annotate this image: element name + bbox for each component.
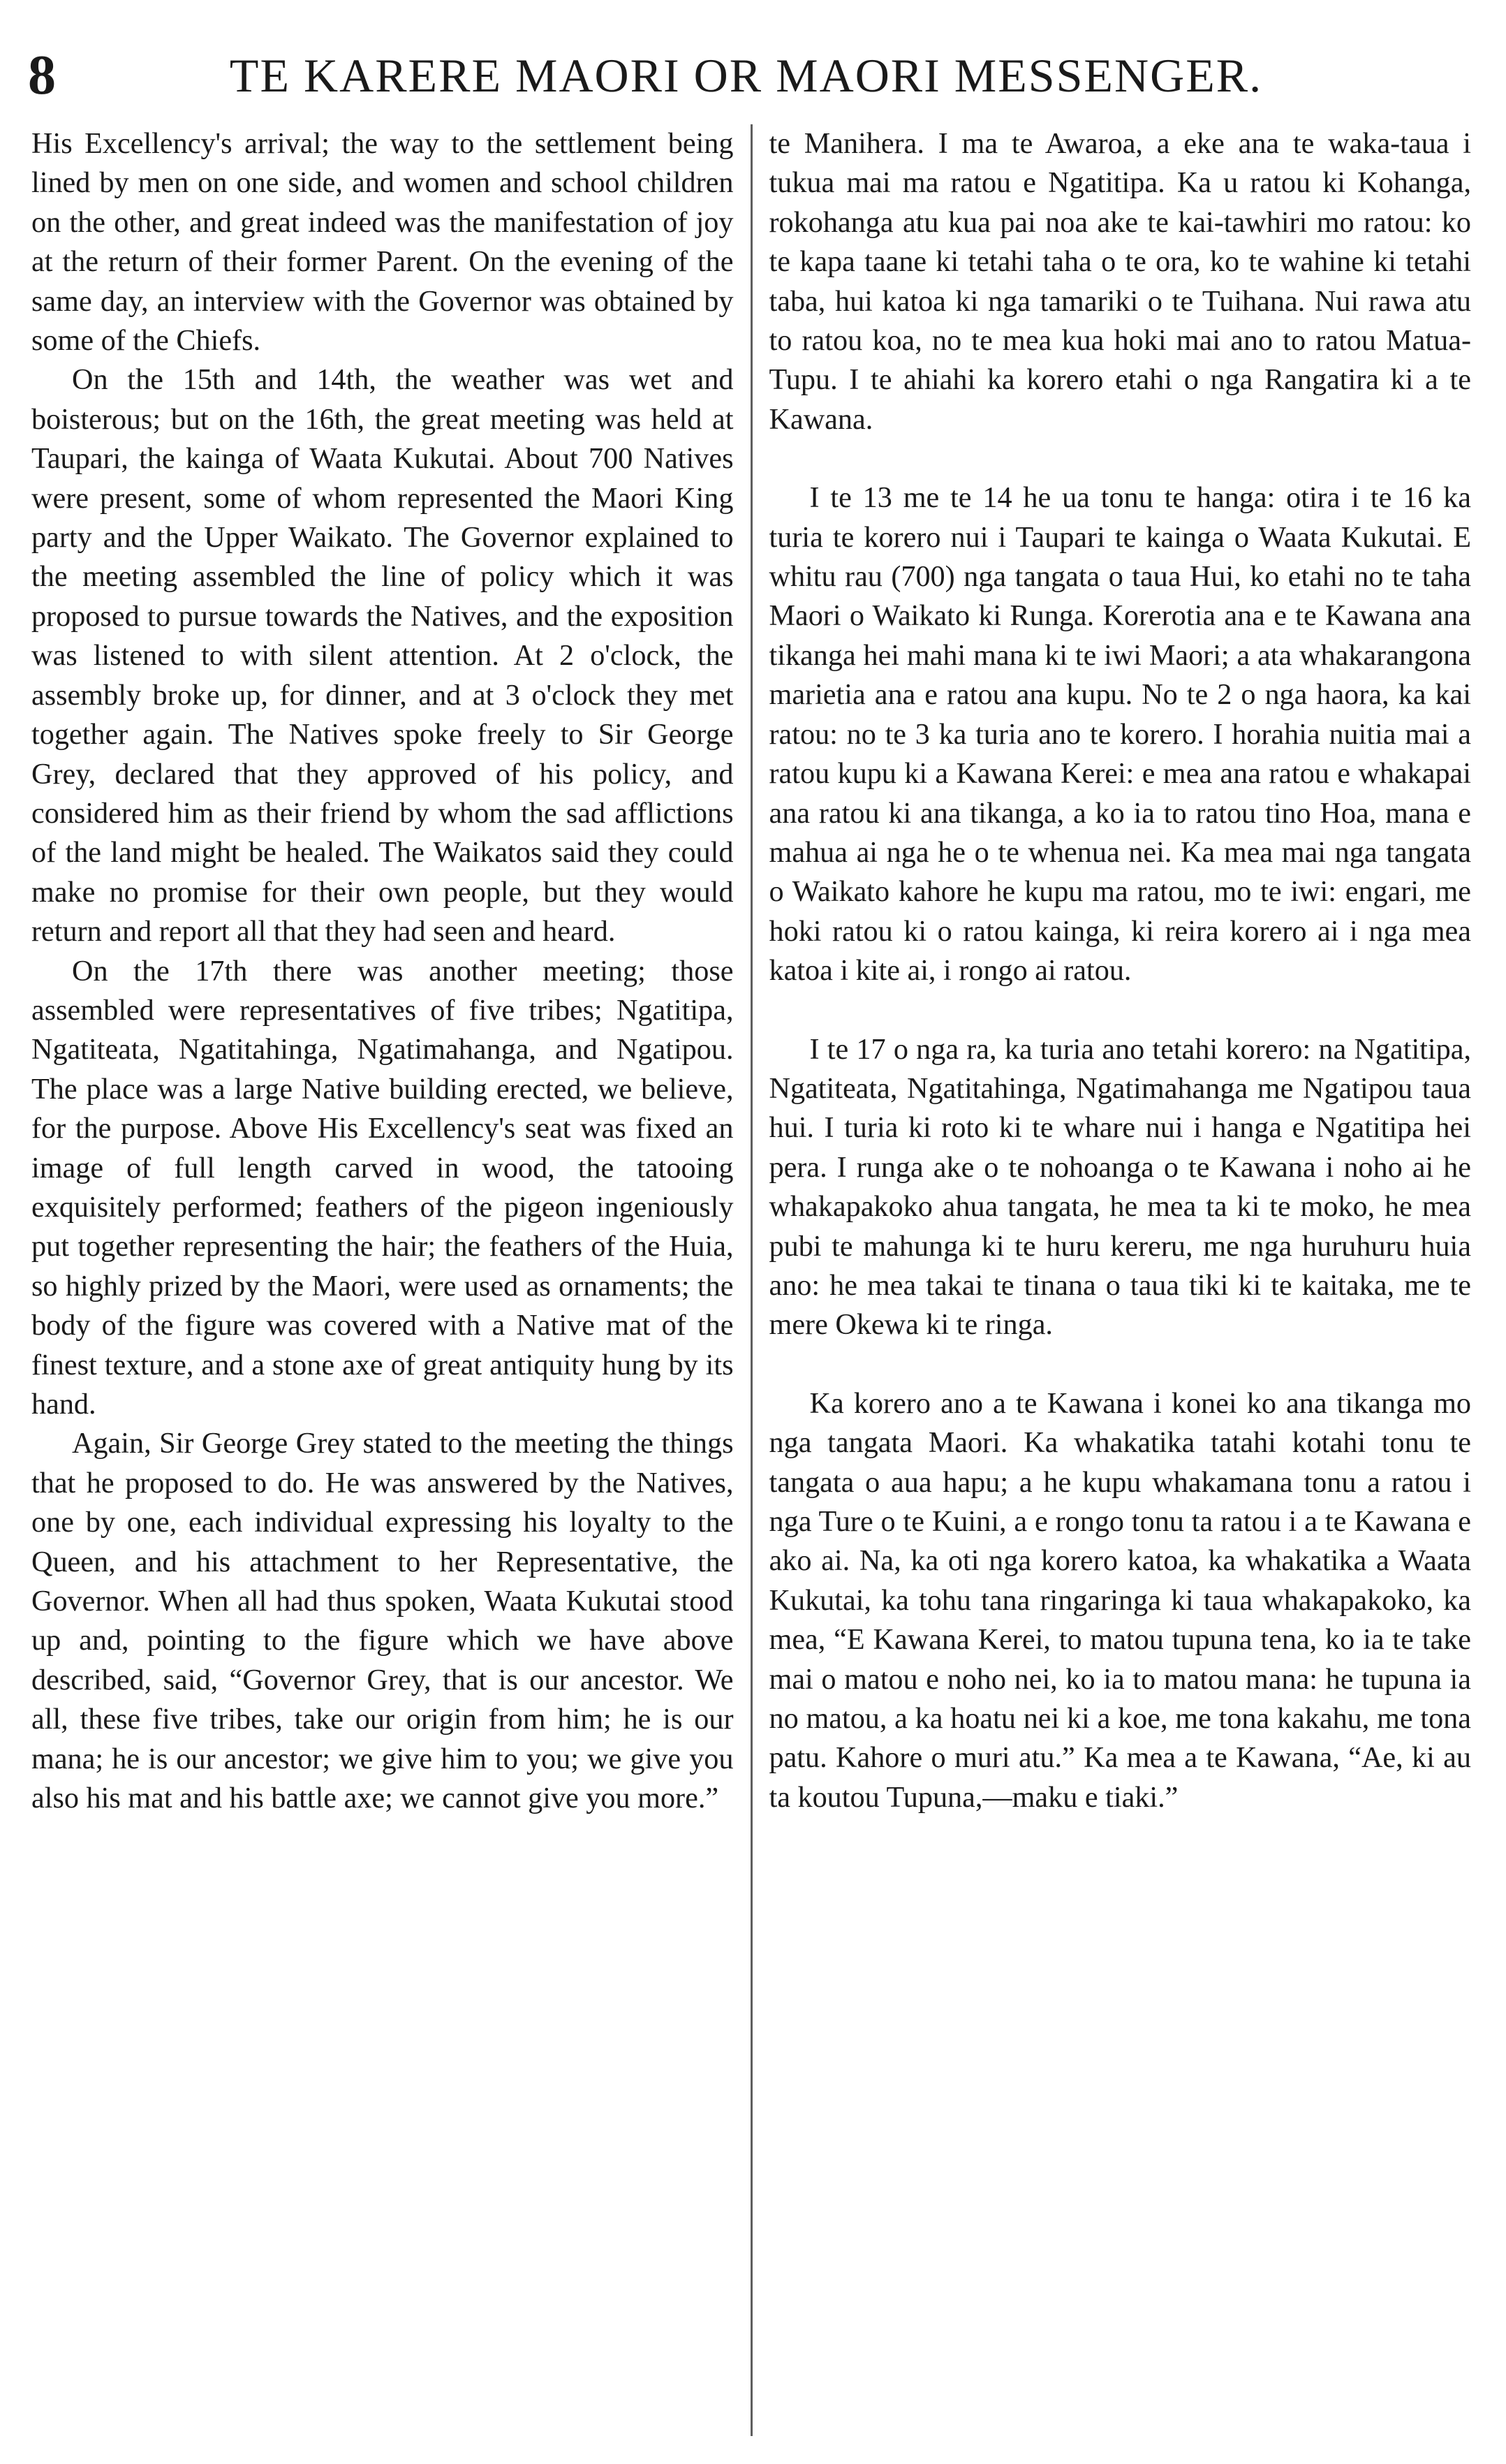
- english-column: [31, 124, 751, 2436]
- maori-paragraph-1: te Manihera. I ma te Awaroa, a eke ana te waka-taua i tukua mai ma ratou e Ngatitipa. Ka u ratou ki Kohanga, rokohanga atu kua pai noa ake te kai-tawhiri mo ratou: ko te kapa taane ki tetahi taha o te ora, ko te wahine ki tetahi taba, hui katoa ki nga tamariki o te Tuihana. Nui rawa atu to ratou koa, no te mea kua hoki mai ano to ratou Matua-Tupu. I te ahiahi ka korero etahi o nga Rangatira ki a te Kawana.: [769, 127, 1471, 436]
- article-columns: [31, 124, 1471, 2436]
- english-paragraph-2: On the 15th and 14th, the weather was wet and boisterous; but on the 16th, the great meeting was held at Taupari, the kainga of Waata Kukutai. About 700 Natives were present, some of whom represented the Maori King party and the Upper Waikato. The Governor explained to the meeting assembled the line of policy which it was proposed to pursue towards the Natives, and the exposition was listened to with silent attention. At 2 o'clock, the assembly broke up, for dinner, and at 3 o'clock they met together again. The Natives spoke freely to Sir George Grey, declared that they approved of his policy, and considered him as their friend by whom the sad afflictions of the land might be healed. The Waikatos said they could make no promise for their own people, but they would return and report all that they had seen and heard.: [31, 363, 734, 948]
- page-number: 8: [28, 44, 56, 106]
- running-title: TE KARERE MAORI OR MAORI MESSENGER.: [229, 48, 1263, 102]
- maori-paragraph-4: Ka korero ano a te Kawana i konei ko ana tikanga mo nga tangata Maori. Ka whakatika tatahi kotahi tonu te tangata o aua hapu; a he kupu whakamana tonu a ratou i nga Ture o te Kuini, a e rongo tonu ta ratou i a te Kawana e ako ai. Na, ka oti nga korero katoa, ka whakatika a Waata Kukutai, ka tohu tana ringaringa ki taua whakapakoko, ka mea, “E Kawana Kerei, to matou tupuna tena, ko ia te take mai o matou e noho nei, ko ia to matou mana: he tupuna ia no matou, a ka hoatu nei ki a koe, me tona kakahu, me tona patu. Kahore o muri atu.” Ka mea a te Kawana, “Ae, ki au ta koutou Tupuna,—maku e tiaki.”: [769, 1386, 1471, 1814]
- maori-column: [753, 124, 1472, 2436]
- column-divider: [751, 124, 753, 2436]
- page-header: [28, 34, 1464, 117]
- english-paragraph-4: Again, Sir George Grey stated to the meeting the things that he proposed to do. He was answered by the Natives, one by one, each individual expressing his loyalty to the Queen, and his attachment to her Representative, the Governor. When all had thus spoken, Waata Kukutai stood up and, pointing to the figure which we have above described, said, “Governor Grey, that is our ancestor. We all, these five tribes, take our origin from him; he is our mana; he is our ancestor; we give him to you; we give you also his mat and his battle axe; we cannot give you more.”: [31, 1427, 734, 1815]
- maori-paragraph-3: I te 17 o nga ra, ka turia ano tetahi korero: na Ngatitipa, Ngatiteata, Ngatitahinga, Ngatimahanga me Ngatipou taua hui. I turia ki roto ki te whare nui i hanga e Ngatitipa hei pera. I runga ake o te nohoanga o te Kawana i noho ai he whakapakoko ahua tangata, he mea ta ki te moko, he mea pubi te mahunga ki te huru kereru, me nga huruhuru huia ano: he mea takai te tinana o taua tiki ki te kaitaka, me te mere Okewa ki te ringa.: [769, 1032, 1471, 1342]
- maori-paragraph-2: I te 13 me te 14 he ua tonu te hanga: otira i te 16 ka turia te korero nui i Taupari te kainga o Waata Kukutai. E whitu rau (700) nga tangata o taua Hui, ko etahi no te taha Maori o Waikato ki Runga. Korerotia ana e te Kawana ana tikanga hei mahi mana ki te iwi Maori; a ata whakarangona marietia ana e ratou ana kupu. No te 2 o nga haora, ka kai ratou: no te 3 ka turia ano te korero. I horahia nuitia mai a ratou kupu ki a Kawana Kerei: e mea ana ratou e whakapai ana ratou ki ana tikanga, a ko ia to ratou tino Hoa, mana e mahua ai nga he o te whenua nei. Ka mea mai nga tangata o Waikato kahore he kupu ma ratou, mo te iwi: engari, me hoki ratou ki o ratou kainga, ki reira korero ai i nga mea katoa i kite ai, i rongo ai ratou.: [769, 481, 1471, 988]
- english-paragraph-3: On the 17th there was another meeting; those assembled were representatives of five tribes; Ngatitipa, Ngatiteata, Ngatitahinga, Ngatimahanga, and Ngatipou. The place was a large Native building erected, we believe, for the purpose. Above His Excellency's seat was fixed an image of full length carved in wood, the tatooing exquisitely performed; feathers of the pigeon ingeniously put together representing the hair; the feathers of the Huia, so highly prized by the Maori, were used as ornaments; the body of the figure was covered with a Native mat of the finest texture, and a stone axe of great antiquity hung by its hand.: [31, 954, 734, 1421]
- english-paragraph-1: His Excellency's arrival; the way to the settlement being lined by men on one side, and women and school children on the other, and great indeed was the manifestation of joy at the return of their former Parent. On the evening of the same day, an interview with the Governor was obtained by some of the Chiefs.: [31, 127, 734, 358]
